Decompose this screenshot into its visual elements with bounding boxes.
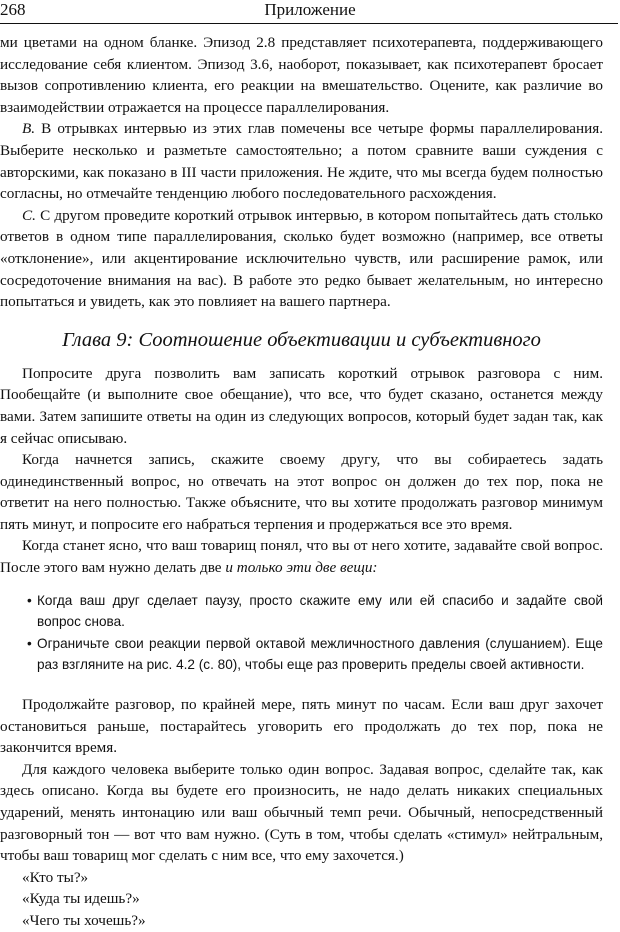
paragraph-b-text: В отрывках интервью из этих глав помечены все четыре формы параллелирования. Выберите несколько и разметьте самостоятельно; а потом сравните ваши суждения с авторскими, как показано в III части приложения. Не ждите, что мы всегда будем полностью согласны, но отмечайте тенденцию любого последовательного расхождения. <box>0 120 603 203</box>
paragraph-one-question: Для каждого человека выберите только один вопрос. Задавая вопрос, сделайте так, как здесь описано. Когда вы будете его произносить, не надо делать никаких специальных ударений, менять интонацию или ваш обычный темп речи. Обычный, непосредственный разговорный тон — вот что вам нужно. (Суть в том, чтобы сделать «стимул» нейтральным, чтобы ваш товарищ мог сделать с ним все, что ему захочется.) <box>0 760 603 865</box>
paragraph-b <box>0 118 603 204</box>
question-line: «Куда ты идешь?» <box>22 890 140 908</box>
page-header <box>0 0 620 24</box>
paragraph-start-recording: Когда начнется запись, скажите своему другу, что вы собираетесь задать одинединственный вопрос, но отвечать на этот вопрос он должен до тех пор, пока не ответит на него полностью. Также объясните, что вы хотите продолжать разговор минимум пять минут, и попросите его набраться терпения и продержаться все это время. <box>0 451 603 533</box>
paragraph-continued: ми цветами на одном бланке. Эпизод 2.8 представляет психотерапевта, поддерживающего исследование себя клиентом. Эпизод 3.6, наоборот, показывает, как психотерапевт бросает вызов сопротивлению клиента, его реакции на вмешательство. Оцените, как различие во взаимодействии отражается на процессе параллелирования. <box>0 34 603 116</box>
item-letter-b: B. <box>22 120 36 138</box>
page-number: 268 <box>0 0 26 19</box>
header-rule <box>0 23 618 24</box>
paragraph-ask-question <box>0 535 603 578</box>
instruction-list <box>0 590 603 676</box>
list-item <box>0 633 603 676</box>
list-item-text: Когда ваш друг сделает паузу, просто скажите ему или ей спасибо и задайте свой вопрос снова. <box>37 592 603 630</box>
bullet-icon: • <box>27 592 32 608</box>
paragraph-ask-question-italic: и только эти две вещи: <box>225 559 378 577</box>
paragraph-c-text: С другом проведите короткий отрывок интервью, в котором попытайтесь дать столько ответов в одном типе параллелирования, сколько будет возможно (например, все ответы «отклонение», или акцентирование исключительно чувств, или расширение рамок, или сосредоточение внимания на вас). В работе это редко бывает желательным, но интересно попытаться и увидеть, как это повлияет на вашего партнера. <box>0 206 603 311</box>
list-item <box>0 590 603 633</box>
running-head: Приложение <box>264 0 356 19</box>
page-body <box>0 32 603 932</box>
question-line: «Чего ты хочешь?» <box>22 911 146 929</box>
item-letter-c: C. <box>22 206 36 224</box>
paragraph-record-request: Попросите друга позволить вам записать короткий отрывок разговора с ним. Пообещайте (и выполните свое обещание), что все, что будет сказано, останется между вами. Затем запишите ответы на один из следующих вопросов, который будет задан так, как я сейчас описываю. <box>0 364 603 447</box>
question-line: «Кто ты?» <box>22 868 89 886</box>
paragraph-c <box>0 205 603 313</box>
bullet-icon: • <box>27 635 32 651</box>
paragraph-continue: Продолжайте разговор, по крайней мере, пять минут по часам. Если ваш друг захочет остановиться раньше, постарайтесь уговорить его продолжать до тех пор, пока не закончится время. <box>0 696 603 757</box>
list-item-text: Ограничьте свои реакции первой октавой межличностного давления (слушанием). Еще раз взгляните на рис. 4.2 (с. 80), чтобы еще раз проверить пределы своей активности. <box>37 635 603 673</box>
chapter-heading: Глава 9: Соотношение объективации и субъективного <box>62 328 541 351</box>
paragraph-ask-question-text: Когда станет ясно, что ваш товарищ понял, что вы от него хотите, задавайте свой вопрос. После этого вам нужно делать две <box>0 537 603 577</box>
